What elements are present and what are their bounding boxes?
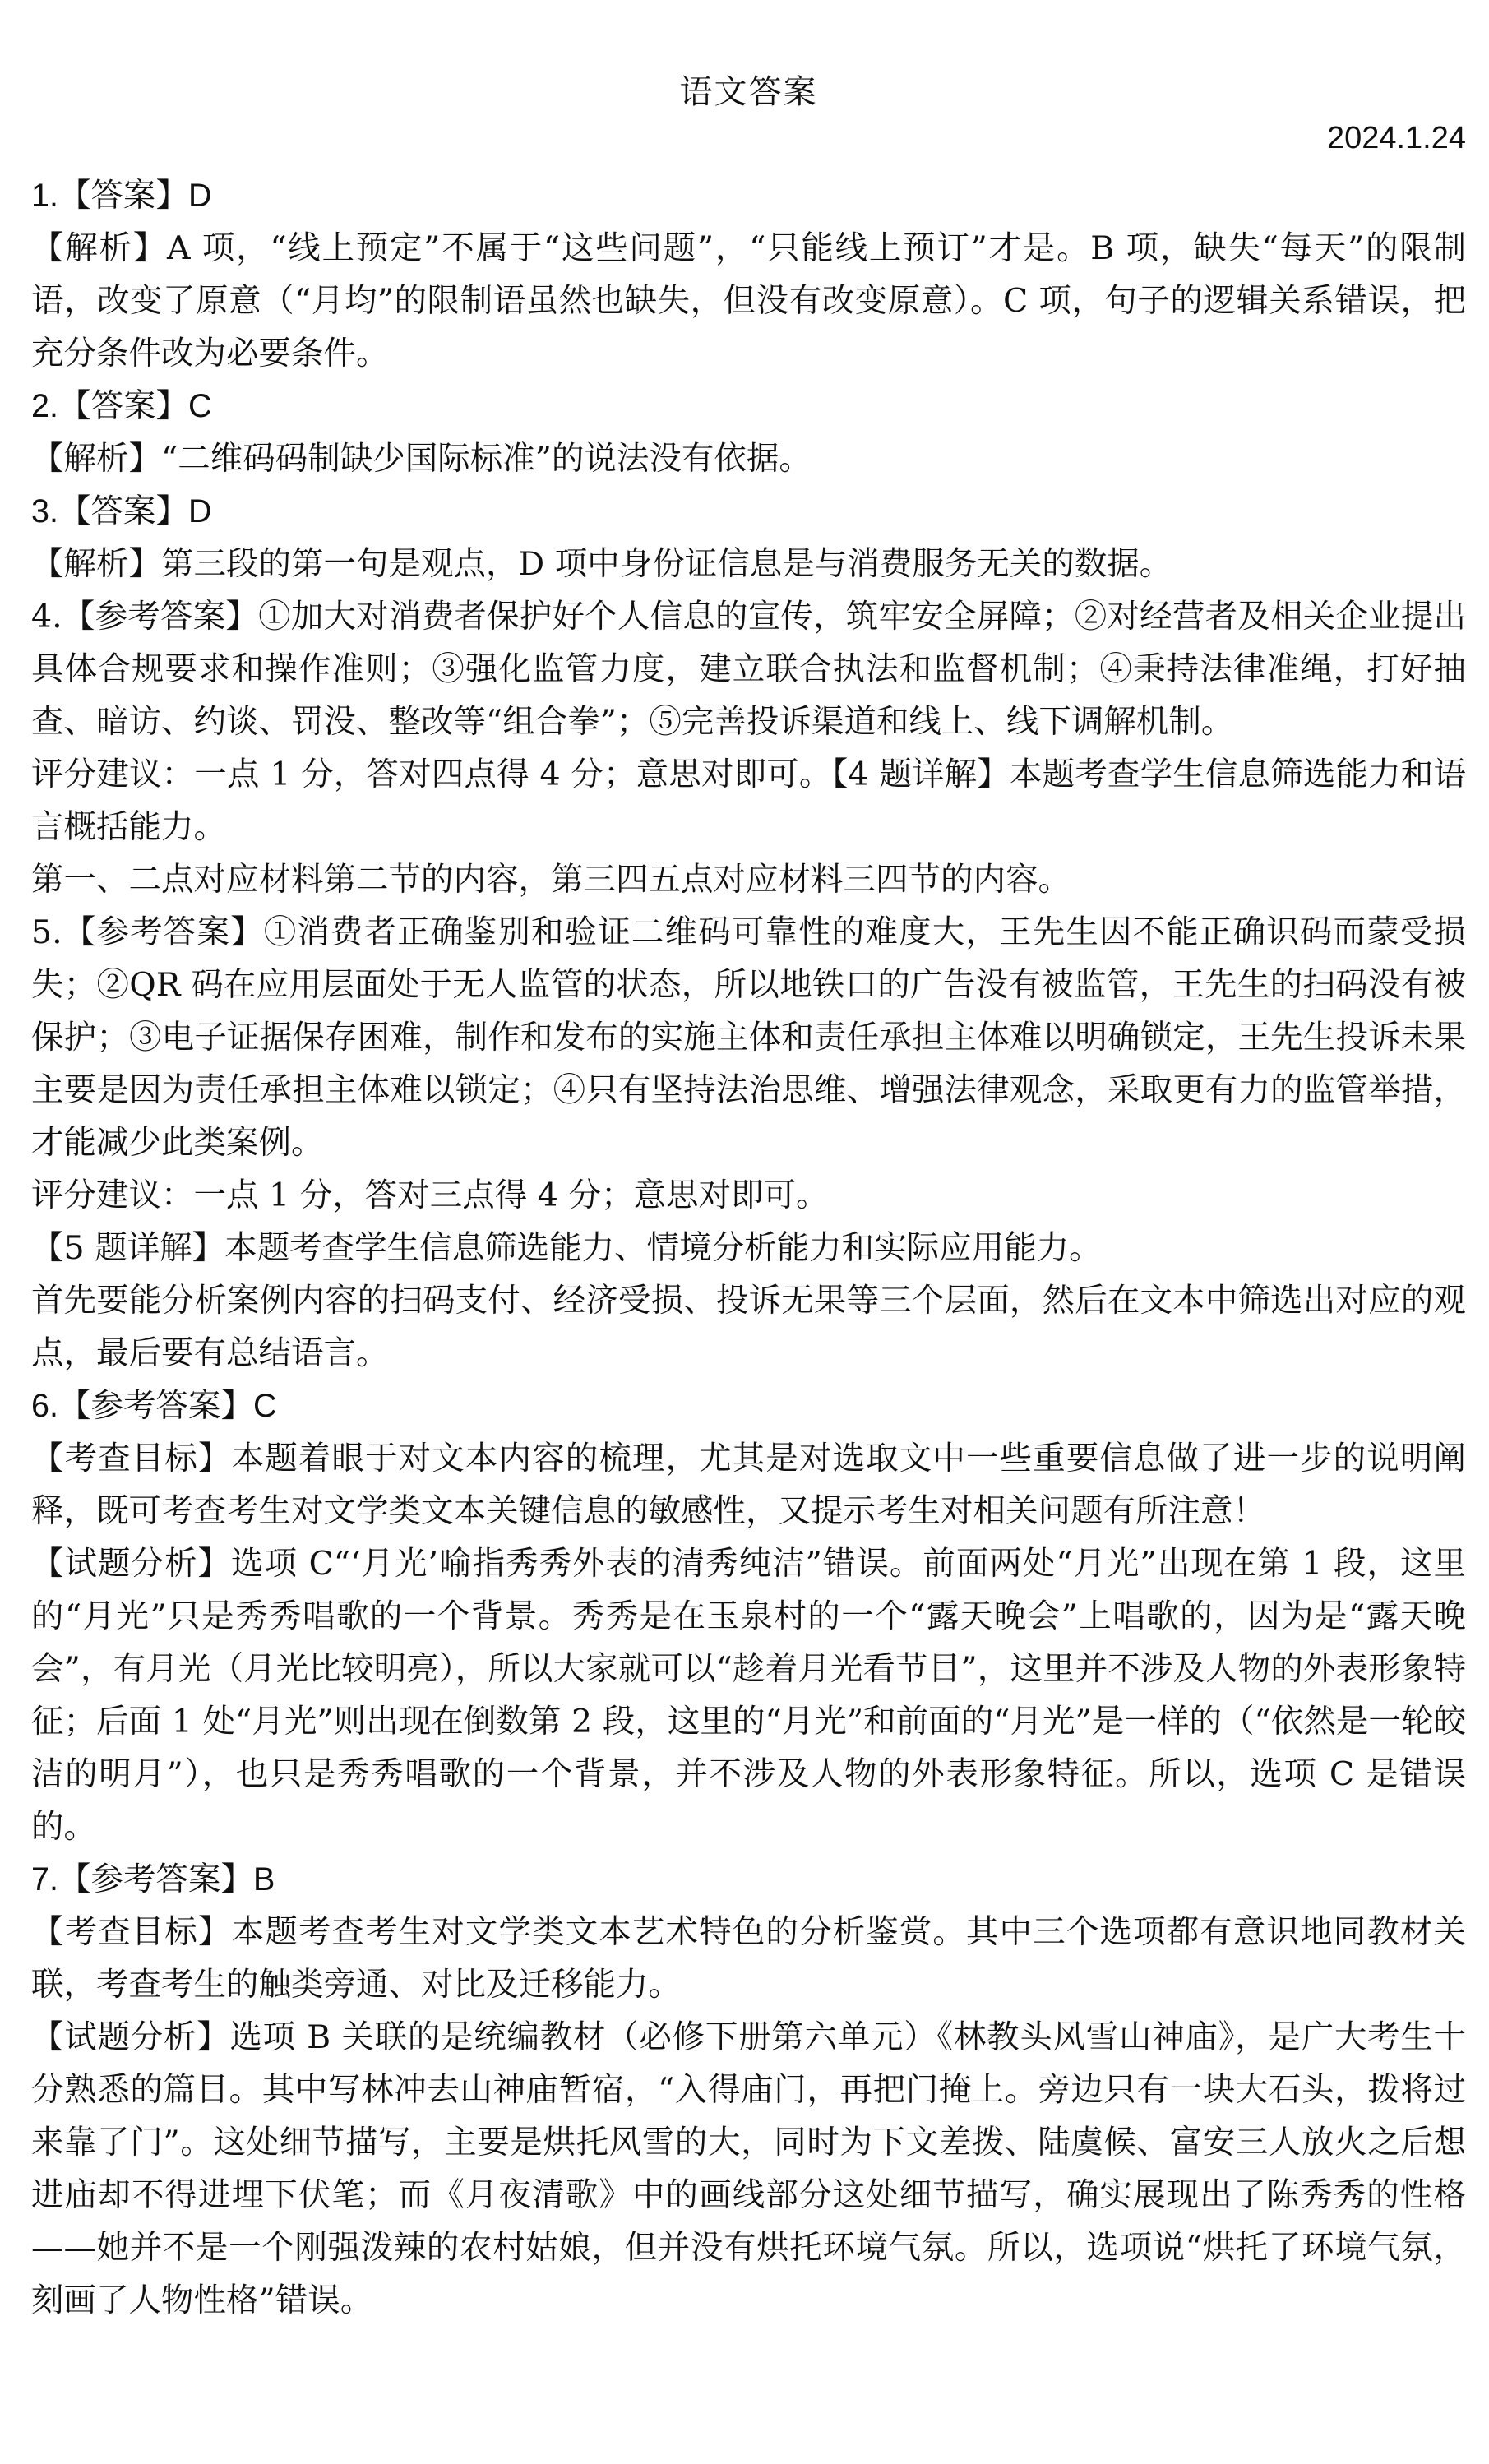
q2-answer: 2.【答案】C xyxy=(31,388,212,424)
q5-explanation: 首先要能分析案例内容的扫码支付、经济受损、投诉无果等三个层面，然后在文本中筛选出对应的观点，最后要有总结语言。 xyxy=(31,1282,1466,1372)
q7-objective: 【考查目标】本题考查考生对文学类文本艺术特色的分析鉴赏。其中三个选项都有意识地同教材关联，考查考生的触类旁通、对比及迁移能力。 xyxy=(31,1913,1466,2004)
q5-reference-answer: 5.【参考答案】①消费者正确鉴别和验证二维码可靠性的难度大，王先生因不能正确识码而蒙受损失；②QR 码在应用层面处于无人监管的状态，所以地铁口的广告没有被监管，王先生的扫码没有被保护；③电子证据保存困难，制作和发布的实施主体和责任承担主体难以明确锁定，王先生投诉未果主要是因为责任承担主体难以锁定；④只有坚持法治思维、增强法律观念，采取更有力的监管举措，才能减少此类案例。 xyxy=(31,913,1466,1162)
q3-analysis: 【解析】第三段的第一句是观点，D 项中身份证信息是与消费服务无关的数据。 xyxy=(31,545,1172,583)
q5-detail: 【5 题详解】本题考查学生信息筛选能力、情境分析能力和实际应用能力。 xyxy=(31,1229,1102,1267)
q7-analysis: 【试题分析】选项 B 关联的是统编教材（必修下册第六单元）《林教头风雪山神庙》，是广大考生十分熟悉的篇目。其中写林冲去山神庙暂宿，“入得庙门，再把门掩上。旁边只有一块大石头，拨将过来靠了门”。这处细节描写，主要是烘托风雪的大，同时为下文差拨、陆虞候、富安三人放火之后想进庙却不得进埋下伏笔；而《月夜清歌》中的画线部分这处细节描写，确实展现出了陈秀秀的性格——她并不是一个刚强泼辣的农村姑娘，但并没有烘托环境气氛。所以，选项说“烘托了环境气氛，刻画了人物性格”错误。 xyxy=(31,2018,1466,2319)
q7-answer: 7.【参考答案】B xyxy=(31,1861,275,1898)
q1-answer: 1.【答案】D xyxy=(31,178,212,214)
q4-reference-answer: 4.【参考答案】①加大对消费者保护好个人信息的宣传，筑牢安全屏障；②对经营者及相关企业提出具体合规要求和操作准则；③强化监管力度，建立联合执法和监督机制；④秉持法律准绳，打好抽查、暗访、约谈、罚没、整改等“组合拳”；⑤完善投诉渠道和线上、线下调解机制。 xyxy=(31,598,1466,741)
q3-answer: 3.【答案】D xyxy=(31,493,212,529)
q6-answer: 6.【参考答案】C xyxy=(31,1388,277,1424)
q6-analysis: 【试题分析】选项 C“‘月光’喻指秀秀外表的清秀纯洁”错误。前面两处“月光”出现在第 1 段，这里的“月光”只是秀秀唱歌的一个背景。秀秀是在玉泉村的一个“露天晚会”上唱歌的，因为是“露天晚会”，有月光（月光比较明亮），所以大家就可以“趁着月光看节目”，这里并不涉及人物的外表形象特征；后面 1 处“月光”则出现在倒数第 2 段，这里的“月光”和前面的“月光”是一样的（“依然是一轮皎洁的明月”），也只是秀秀唱歌的一个背景，并不涉及人物的外表形象特征。所以，选项 C 是错误的。 xyxy=(31,1545,1466,1846)
q6-objective: 【考查目标】本题着眼于对文本内容的梳理，尤其是对选取文中一些重要信息做了进一步的说明阐释，既可考查考生对文学类文本关键信息的敏感性，又提示考生对相关问题有所注意！ xyxy=(31,1440,1466,1530)
q2-analysis: 【解析】“二维码码制缺少国际标准”的说法没有依据。 xyxy=(31,440,812,478)
q4-scoring-note: 评分建议：一点 1 分，答对四点得 4 分；意思对即可。【4 题详解】本题考查学生信息筛选能力和语言概括能力。 xyxy=(31,756,1466,846)
q4-explanation: 第一、二点对应材料第二节的内容，第三四五点对应材料三四节的内容。 xyxy=(31,861,1071,899)
q5-scoring-note: 评分建议：一点 1 分，答对三点得 4 分；意思对即可。 xyxy=(31,1177,829,1214)
document-date: 2024.1.24 xyxy=(1326,121,1466,155)
document-title: 语文答案 xyxy=(679,73,818,111)
q1-analysis: 【解析】A 项，“线上预定”不属于“这些问题”，“只能线上预订”才是。B 项，缺失“每天”的限制语，改变了原意（“月均”的限制语虽然也缺失，但没有改变原意）。C 项，句子的逻辑关系错误，把充分条件改为必要条件。 xyxy=(31,229,1466,372)
answer-content xyxy=(31,169,1466,2327)
answer-sheet-page xyxy=(31,0,1466,2464)
